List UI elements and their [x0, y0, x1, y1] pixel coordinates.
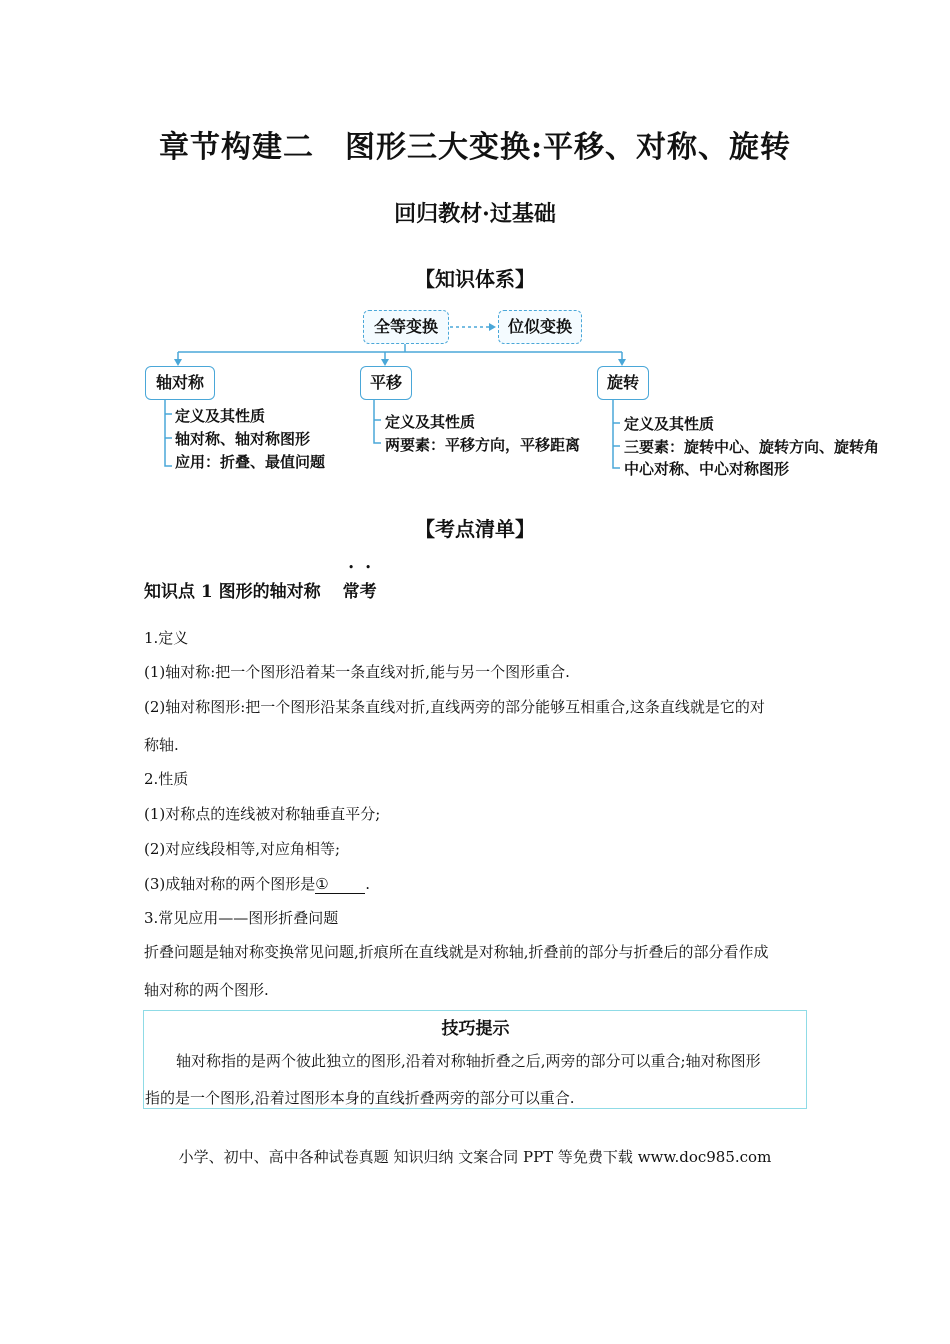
axial-item: 定义及其性质	[175, 407, 266, 425]
body-line: 2.性质	[144, 770, 189, 788]
rotation-item: 中心对称、中心对称图形	[624, 460, 790, 478]
translation-item: 定义及其性质	[385, 413, 476, 431]
body-line: 轴对称的两个图形.	[144, 981, 269, 999]
page-title: 章节构建二 图形三大变换:平移、对称、旋转	[158, 130, 792, 165]
answer-blank	[315, 875, 365, 894]
knowledge-system-heading: 【知识体系】	[415, 267, 535, 291]
kp-title-text: 知识点 1 图形的轴对称	[144, 582, 321, 602]
body-line: 3.常见应用——图形折叠问题	[144, 909, 339, 927]
blank-suffix: .	[365, 875, 371, 893]
fill-blank-line	[144, 873, 370, 894]
similarity-transform-box: 位似变换	[498, 310, 582, 344]
tip-line: 轴对称指的是两个彼此独立的图形,沿着对称轴折叠之后,两旁的部分可以重合;轴对称图形	[176, 1052, 761, 1070]
rotation-item: 定义及其性质	[624, 415, 715, 433]
rotation-box: 旋转	[597, 366, 649, 400]
axial-item: 轴对称、轴对称图形	[175, 430, 311, 448]
body-line: (1)对称点的连线被对称轴垂直平分;	[144, 805, 381, 823]
page-subtitle: 回归教材·过基础	[394, 201, 556, 227]
rotation-item: 三要素：旋转中心、旋转方向、旋转角	[624, 438, 880, 456]
tip-title: 技巧提示	[441, 1019, 510, 1039]
congruent-transform-box: 全等变换	[363, 310, 449, 344]
axial-symmetry-box: 轴对称	[145, 366, 215, 400]
body-line: (1)轴对称:把一个图形沿着某一条直线对折,能与另一个图形重合.	[144, 663, 570, 681]
knowledge-point-title	[144, 577, 377, 602]
footer: 小学、初中、高中各种试卷真题 知识归纳 文案合同 PPT 等免费下载 www.doc985.com	[178, 1148, 772, 1166]
checklist-heading: 【考点清单】	[415, 517, 535, 541]
body-line: 1.定义	[144, 629, 189, 647]
blank-prefix: (3)成轴对称的两个图形是	[144, 875, 316, 893]
blank-marker: ①	[315, 875, 329, 893]
tip-line: 指的是一个图形,沿着过图形本身的直线折叠两旁的部分可以重合.	[145, 1089, 575, 1107]
body-line: (2)对应线段相等,对应角相等;	[144, 840, 341, 858]
body-line: 折叠问题是轴对称变换常见问题,折痕所在直线就是对称轴,折叠前的部分与折叠后的部分看作成	[144, 943, 769, 961]
kp-tag-char: 考	[359, 582, 377, 602]
translation-item: 两要素：平移方向，平移距离	[385, 436, 581, 454]
translation-box: 平移	[360, 366, 412, 400]
kp-tag-char: 常	[342, 582, 360, 602]
body-line: 称轴.	[144, 736, 179, 754]
body-line: (2)轴对称图形:把一个图形沿某条直线对折,直线两旁的部分能够互相重合,这条直线就是它的对	[144, 698, 765, 716]
axial-item: 应用：折叠、最值问题	[175, 453, 326, 471]
